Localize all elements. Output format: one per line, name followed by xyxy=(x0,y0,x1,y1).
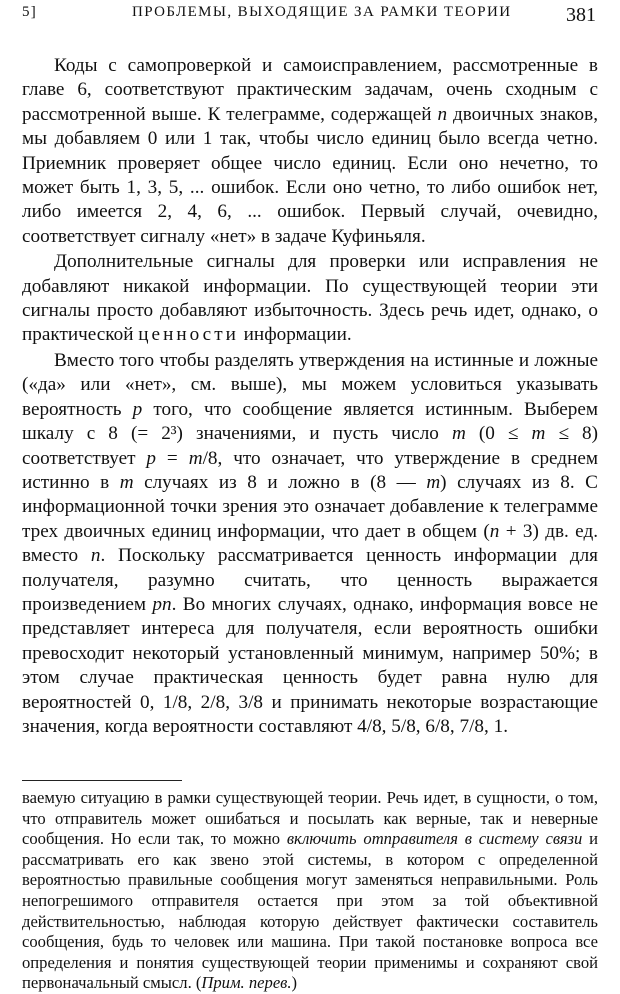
main-text xyxy=(22,54,598,739)
math-var: p xyxy=(132,398,143,420)
text-run: Коды с самопроверкой и самоисправлением, рассмотренные в главе 6, соответствуют практическим задачам, очень сходным с рассмотренной выше. К телеграмме, содержащей xyxy=(22,55,598,125)
text-run: случаях из 8 и ложно в (8 — xyxy=(133,471,427,493)
paragraph-codes xyxy=(22,54,598,249)
math-var: n xyxy=(90,545,101,567)
text-run: = xyxy=(156,447,189,469)
footnote xyxy=(22,788,598,994)
math-var: n xyxy=(489,520,500,542)
paragraph-redundancy xyxy=(22,250,598,348)
text-run: того, что сообщение является истинным. Выберем шкалу с 8 (= 2³) значениями, и пусть число xyxy=(22,398,598,445)
text-run: двоичных знаков, мы добавляем 0 или 1 так, чтобы число единиц было всегда четно. Приемник проверяет общее число единиц. Если оно нечетно, то может быть 1, 3, 5, ... ошибок. Если оно четно, то либо ошибок нет, либо имеется 2, 4, 6, ... ошибок. Первый случай, очевидно, соответствует сигналу «нет» в задаче Куфиньяля. xyxy=(22,103,598,247)
math-var: m xyxy=(451,423,466,445)
math-var: m xyxy=(531,423,546,445)
text-run: . Во многих случаях, однако, информация вовсе не представляет интереса для получателя, если вероятность ошибки превосходит некоторый установленный минимум, например 50%; в этом случае практическая ценность будет равна нулю для вероятностей 0, 1/8, 2/8, 3/8 и принимать некоторые возрастающие значения, когда вероятности составляют 4/8, 5/8, 6/8, 7/8, 1. xyxy=(22,593,598,737)
running-head xyxy=(22,4,596,30)
footnote-rule xyxy=(22,780,182,781)
text-run: ) xyxy=(291,973,298,993)
italic-phrase: включить отправителя в систему связи xyxy=(286,829,583,849)
page-number: 381 xyxy=(566,4,596,26)
text-run: информации. xyxy=(238,324,352,346)
emphasized-word: ценности xyxy=(138,324,239,346)
text-run: Вместо того чтобы разделять утверждения на истинные и ложные («да» или «нет», см. выше), мы можем условиться указывать вероятность xyxy=(22,349,598,420)
text-run: ) случаях из 8. С информационной точки зрения это означает добавление к телеграмме трех двоичных единиц информации, что дает в общем ( xyxy=(22,471,598,542)
math-var: m xyxy=(426,471,441,493)
section-number: 5] xyxy=(22,4,37,20)
math-var: n xyxy=(437,103,448,125)
math-var: m xyxy=(188,447,203,469)
text-run: /8, что означает, что утверждение в среднем истинно в xyxy=(22,447,598,493)
text-run: (0 ≤ xyxy=(465,423,532,445)
text-run: Дополнительные сигналы для проверки или исправления не добавляют никакой информации. По существующей теории эти сигналы просто добавляют избыточность. Здесь речь идет, однако, о практической xyxy=(22,251,598,346)
text-run: и рассматривать его как звено этой системы, в котором с определенной вероятностью правильные сообщения могут заменяться неправильными. Роль непогрешимого отправителя остается при этом за той объективной действительностью, наблюдая которую действует фактически составитель сообщения, будь то человек или машина. При такой постановке вопроса все определения и понятия существующей теории применимы и сохраняют свой первоначальный смысл. ( xyxy=(22,829,598,993)
running-title: ПРОБЛЕМЫ, ВЫХОДЯЩИЕ ЗА РАМКИ ТЕОРИИ xyxy=(132,4,512,20)
paragraph-probability xyxy=(22,349,598,740)
text-run: . Поскольку рассматривается ценность информации для получателя, разумно считать, что ценность выражается произведением xyxy=(22,545,598,615)
text-run: + 3) дв. ед. вместо xyxy=(22,520,599,567)
math-var: m xyxy=(119,471,134,493)
translator-note-label: Прим. перев. xyxy=(201,973,292,993)
math-var: p xyxy=(146,447,156,469)
math-var: pn xyxy=(152,593,172,615)
text-run: ≤ 8) соответствует xyxy=(22,423,599,469)
text-run: ваемую ситуацию в рамки существующей теории. Речь идет, в сущности, о том, что отправитель может ошибаться и посылать как верные, так и неверные сообщения. Но если так, то можно xyxy=(22,788,598,849)
